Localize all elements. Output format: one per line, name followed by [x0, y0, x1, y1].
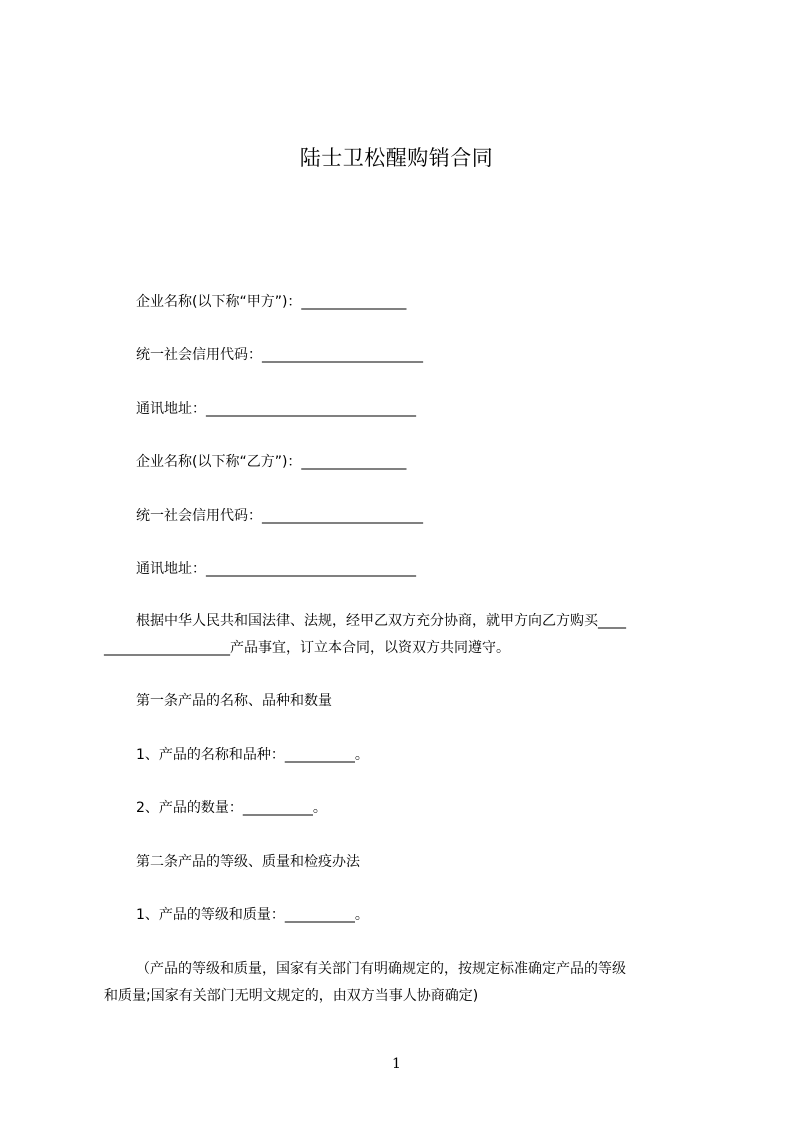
party-a-address-field: 通讯地址：______________________________ [136, 401, 416, 417]
party-a-name-field: 企业名称(以下称“甲方”)：_______________ [136, 294, 407, 310]
article-1-item-2: 2、产品的数量：__________。 [136, 800, 327, 816]
quality-note-line-2: 和质量;国家有关部门无明文规定的，由双方当事人协商确定) [104, 988, 479, 1004]
article-2-heading: 第二条产品的等级、质量和检疫办法 [136, 854, 360, 870]
page-number: 1 [392, 1056, 401, 1072]
party-b-credit-code-field: 统一社会信用代码：_______________________ [136, 508, 423, 524]
party-b-name-field: 企业名称(以下称“乙方”)：_______________ [136, 454, 407, 470]
party-a-credit-code-field: 统一社会信用代码：_______________________ [136, 347, 423, 363]
party-b-address-field: 通讯地址：______________________________ [136, 561, 416, 577]
document-title: 陆士卫松醒购销合同 [299, 146, 494, 170]
article-1-item-1: 1、产品的名称和品种：__________。 [136, 747, 369, 763]
quality-note-line-1: （产品的等级和质量，国家有关部门有明确规定的，按规定标准确定产品的等级 [136, 961, 626, 977]
preamble-line-1: 根据中华人民共和国法律、法规，经甲乙双方充分协商，就甲方向乙方购买____ [136, 613, 626, 629]
article-2-item-1: 1、产品的等级和质量：__________。 [136, 907, 369, 923]
article-1-heading: 第一条产品的名称、品种和数量 [136, 693, 332, 709]
preamble-line-2: __________________产品事宜，订立本合同，以资双方共同遵守。 [104, 640, 510, 656]
